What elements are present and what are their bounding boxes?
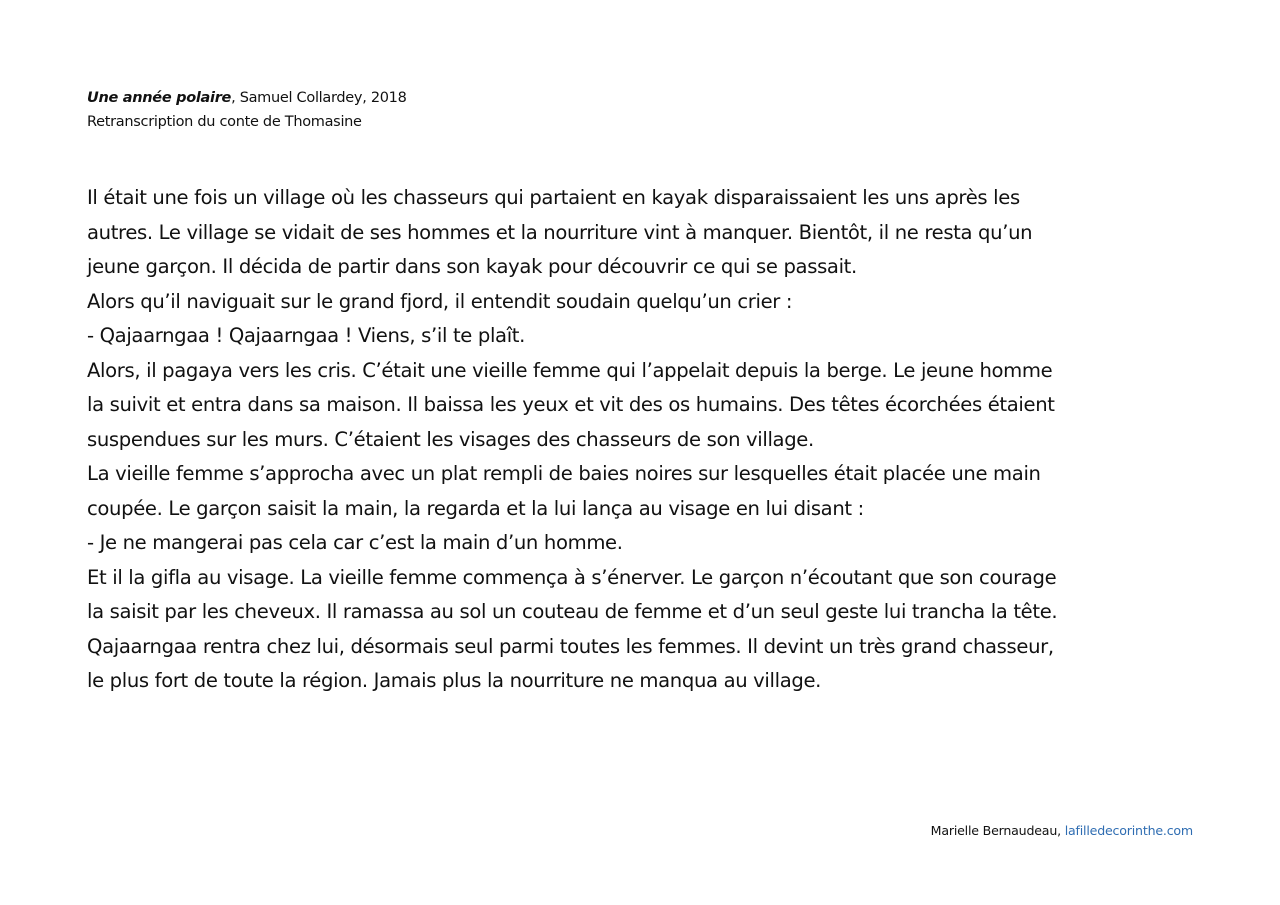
text-line: le plus fort de toute la région. Jamais plus la nourriture ne manqua au village. [87, 669, 822, 692]
film-title: Une année polaire [87, 90, 232, 106]
text-line: autres. Le village se vidait de ses hommes et la nourriture vint à manquer. Bientôt, il ne resta qu’un [87, 220, 1033, 244]
text-line: Il était une fois un village où les chasseurs qui partaient en kayak disparaissaient les uns après les [87, 186, 1020, 209]
text-line: la saisit par les cheveux. Il ramassa au sol un couteau de femme et d’un seul geste lui trancha la tête. [87, 600, 1058, 623]
text-line: La vieille femme s’approcha avec un plat rempli de baies noires sur lesquelles était placée une main [87, 462, 1041, 485]
text-line: Qajaarngaa rentra chez lui, désormais seul parmi toutes les femmes. Il devint un très grand chasseur, [87, 634, 1054, 658]
film-line [87, 86, 407, 110]
text-line: Alors, il pagaya vers les cris. C’était une vieille femme qui l’appelait depuis la berge. Le jeune homme [87, 358, 1053, 382]
text-line: la suivit et entra dans sa maison. Il baissa les yeux et vit des os humains. Des têtes écorchées étaient [87, 393, 1055, 416]
text-line: Et il la gifla au visage. La vieille femme commença à s’énerver. Le garçon n’écoutant que son courage [87, 565, 1057, 589]
text-line: - Qajaarngaa ! Qajaarngaa ! Viens, s’il te plaît. [87, 324, 526, 347]
text-line: coupée. Le garçon saisit la main, la regarda et la lui lança au visage en lui disant : [87, 496, 864, 520]
text-line: jeune garçon. Il décida de partir dans son kayak pour découvrir ce qui se passait. [87, 255, 857, 278]
document-header [87, 86, 407, 134]
footer-site-link[interactable]: lafilledecorinthe.com [1064, 823, 1193, 838]
document-subtitle: Retranscription du conte de Thomasine [87, 114, 362, 130]
footer-author: Marielle Bernaudeau, [930, 823, 1065, 838]
text-line: Alors qu’il naviguait sur le grand fjord, il entendit soudain quelqu’un crier : [87, 289, 793, 313]
film-credit: , Samuel Collardey, 2018 [231, 90, 407, 106]
document-footer [931, 822, 1193, 840]
tale-text [87, 181, 1212, 699]
text-line: suspendues sur les murs. C’étaient les visages des chasseurs de son village. [87, 427, 814, 451]
text-line: - Je ne mangerai pas cela car c’est la main d’un homme. [87, 531, 623, 554]
